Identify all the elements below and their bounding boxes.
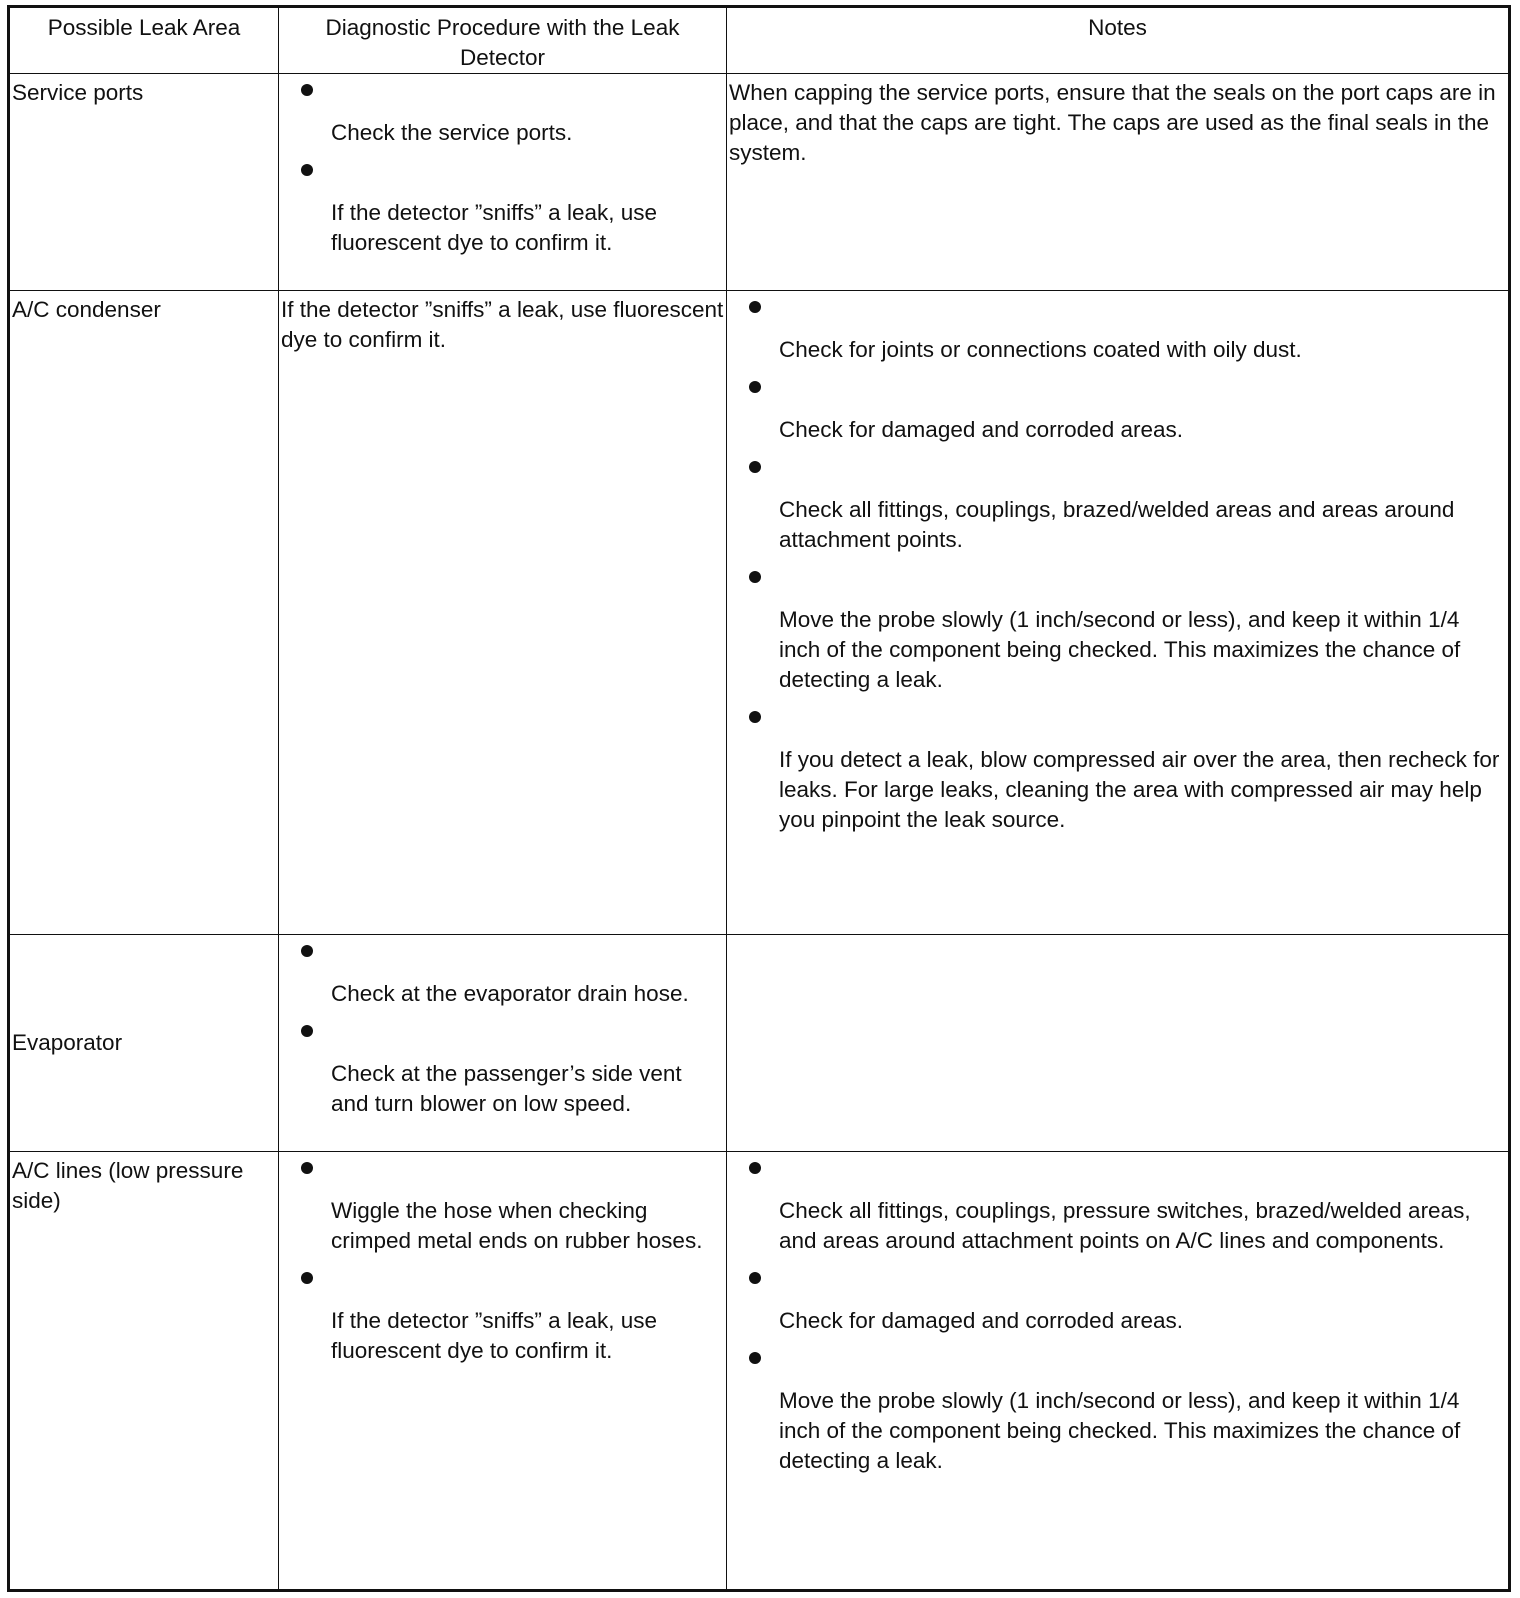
notes-text: Move the probe slowly (1 inch/second or less), and keep it within 1/4 inch of the component being checked. This maximizes the chance of detecting a leak. xyxy=(779,607,1461,692)
bullet-icon xyxy=(749,1162,761,1174)
notes-text: Check for damaged and corroded areas. xyxy=(779,1308,1183,1333)
procedure-list xyxy=(281,74,724,264)
procedure-text: If the detector ”sniffs” a leak, use fluorescent dye to confirm it. xyxy=(331,200,657,255)
notes-list xyxy=(729,1152,1506,1482)
area-cell xyxy=(9,74,279,291)
list-item xyxy=(729,371,1506,451)
notes-text: Check all fittings, couplings, pressure switches, brazed/welded areas, and areas around attachment points on A/C lines and components. xyxy=(779,1198,1471,1253)
bullet-icon xyxy=(749,1272,761,1284)
notes-text: If you detect a leak, blow compressed air over the area, then recheck for leaks. For large leaks, cleaning the area with compressed air may help you pinpoint the leak source. xyxy=(779,747,1500,832)
header-possible-leak-area: Possible Leak Area xyxy=(9,7,279,74)
notes-cell xyxy=(727,74,1510,291)
bullet-icon xyxy=(749,301,761,313)
notes-cell xyxy=(727,935,1510,1152)
area-label: A/C lines (low pressure side) xyxy=(12,1158,244,1213)
header-diagnostic-procedure: Diagnostic Procedure with the Leak Detector xyxy=(279,7,727,74)
notes-text: Check for damaged and corroded areas. xyxy=(779,417,1183,442)
procedure-cell xyxy=(279,1152,727,1591)
bullet-icon xyxy=(749,461,761,473)
bullet-icon xyxy=(301,1272,313,1284)
procedure-cell xyxy=(279,935,727,1152)
notes-cell xyxy=(727,291,1510,935)
table-row xyxy=(9,1152,1510,1591)
table-row xyxy=(9,74,1510,291)
procedure-text: Check at the evaporator drain hose. xyxy=(331,981,689,1006)
area-label: A/C condenser xyxy=(12,297,161,322)
procedure-list xyxy=(281,935,724,1125)
notes-text xyxy=(729,935,1506,939)
list-item xyxy=(729,1262,1506,1342)
area-cell xyxy=(9,1152,279,1591)
table-row xyxy=(9,291,1510,935)
bullet-icon xyxy=(301,1025,313,1037)
notes-text: When capping the service ports, ensure that the seals on the port caps are in place, and that the caps are tight. The caps are used as the final seals in the system. xyxy=(729,80,1496,165)
procedure-text: Check at the passenger’s side vent and turn blower on low speed. xyxy=(331,1061,682,1116)
area-cell xyxy=(9,291,279,935)
procedure-cell xyxy=(279,291,727,935)
header-notes: Notes xyxy=(727,7,1510,74)
bullet-icon xyxy=(301,164,313,176)
list-item xyxy=(281,1015,724,1125)
list-item xyxy=(281,1262,724,1372)
bullet-icon xyxy=(301,1162,313,1174)
notes-list xyxy=(729,291,1506,841)
bullet-icon xyxy=(749,571,761,583)
area-label: Evaporator xyxy=(12,1030,123,1055)
procedure-text: Check the service ports. xyxy=(331,120,573,145)
list-item xyxy=(281,1152,724,1262)
bullet-icon xyxy=(301,945,313,957)
table-row xyxy=(9,935,1510,1152)
procedure-text: Wiggle the hose when checking crimped metal ends on rubber hoses. xyxy=(331,1198,703,1253)
list-item xyxy=(281,74,724,154)
bullet-icon xyxy=(749,1352,761,1364)
area-label: Service ports xyxy=(12,80,144,105)
notes-cell xyxy=(727,1152,1510,1591)
list-item xyxy=(281,935,724,1015)
notes-text: Move the probe slowly (1 inch/second or less), and keep it within 1/4 inch of the component being checked. This maximizes the chance of detecting a leak. xyxy=(779,1388,1461,1473)
list-item xyxy=(729,451,1506,561)
bullet-icon xyxy=(301,84,313,96)
bullet-icon xyxy=(749,711,761,723)
area-cell xyxy=(9,935,279,1152)
header-row xyxy=(9,7,1510,74)
list-item xyxy=(729,1152,1506,1262)
list-item xyxy=(729,1342,1506,1482)
procedure-list xyxy=(281,1152,724,1372)
procedure-text: If the detector ”sniffs” a leak, use fluorescent dye to confirm it. xyxy=(281,297,724,352)
list-item xyxy=(729,701,1506,841)
leak-diagnosis-table xyxy=(7,5,1511,1592)
list-item xyxy=(729,291,1506,371)
procedure-text: If the detector ”sniffs” a leak, use fluorescent dye to confirm it. xyxy=(331,1308,657,1363)
list-item xyxy=(281,154,724,264)
notes-text: Check for joints or connections coated with oily dust. xyxy=(779,337,1302,362)
list-item xyxy=(729,561,1506,701)
notes-text: Check all fittings, couplings, brazed/welded areas and areas around attachment points. xyxy=(779,497,1455,552)
procedure-cell xyxy=(279,74,727,291)
bullet-icon xyxy=(749,381,761,393)
